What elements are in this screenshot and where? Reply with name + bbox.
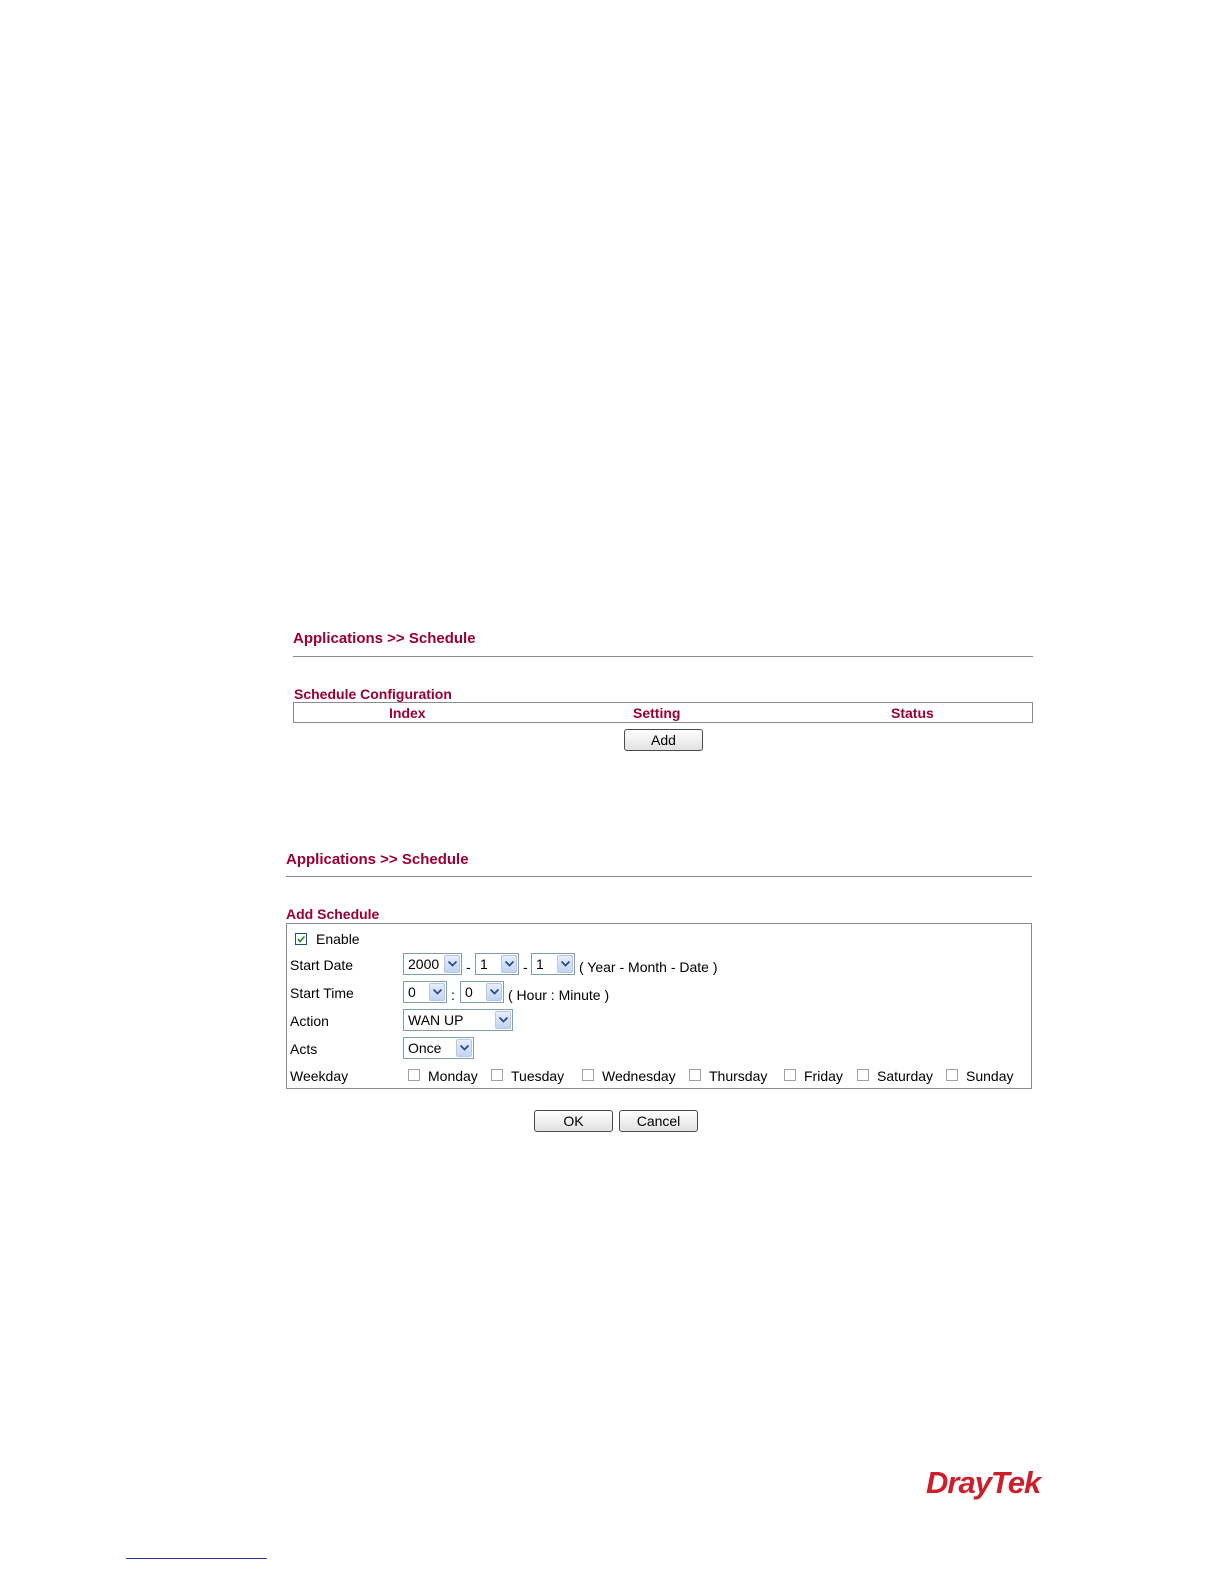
tuesday-checkbox[interactable] <box>491 1069 503 1081</box>
chevron-down-icon <box>444 955 460 973</box>
section-title: Add Schedule <box>286 906 380 922</box>
date-dash: - <box>466 959 471 975</box>
saturday-label: Saturday <box>877 1068 934 1084</box>
date-value: 1 <box>536 956 544 972</box>
monday-checkbox[interactable] <box>408 1069 420 1081</box>
weekday-label: Weekday <box>290 1068 349 1084</box>
ok-button[interactable]: OK <box>534 1110 613 1132</box>
page-breadcrumb: Applications >> Schedule <box>286 851 469 868</box>
hour-value: 0 <box>408 984 416 1000</box>
monday-label: Monday <box>428 1068 478 1084</box>
acts-value: Once <box>408 1040 442 1056</box>
year-value: 2000 <box>408 956 440 972</box>
friday-label: Friday <box>804 1068 843 1084</box>
acts-select[interactable] <box>403 1037 474 1059</box>
time-colon: : <box>451 987 455 1003</box>
column-header-status: Status <box>891 705 934 721</box>
wednesday-checkbox[interactable] <box>582 1069 594 1081</box>
acts-label: Acts <box>290 1041 318 1057</box>
check-icon <box>296 934 306 944</box>
enable-checkbox[interactable] <box>295 933 307 945</box>
thursday-checkbox[interactable] <box>689 1069 701 1081</box>
draytek-logo: DrayTek <box>926 1465 1041 1500</box>
minute-select[interactable] <box>460 981 504 1003</box>
chevron-down-icon <box>429 983 445 1001</box>
start-time-label: Start Time <box>290 985 354 1001</box>
minute-value: 0 <box>465 984 473 1000</box>
chevron-down-icon <box>486 983 502 1001</box>
tuesday-label: Tuesday <box>511 1068 565 1084</box>
schedule-table <box>293 702 1033 723</box>
page-breadcrumb: Applications >> Schedule <box>293 630 476 647</box>
date-dash: - <box>523 959 528 975</box>
time-format-hint: ( Hour : Minute ) <box>508 987 610 1003</box>
month-value: 1 <box>480 956 488 972</box>
action-value: WAN UP <box>408 1012 464 1028</box>
footer-divider <box>126 1558 267 1559</box>
chevron-down-icon <box>557 955 573 973</box>
add-schedule-form <box>286 923 1032 1089</box>
action-label: Action <box>290 1013 329 1029</box>
chevron-down-icon <box>501 955 517 973</box>
section-title: Schedule Configuration <box>294 686 452 702</box>
column-header-index: Index <box>389 705 426 721</box>
sunday-checkbox[interactable] <box>946 1069 958 1081</box>
date-format-hint: ( Year - Month - Date ) <box>579 959 718 975</box>
saturday-checkbox[interactable] <box>857 1069 869 1081</box>
header-divider <box>293 656 1033 657</box>
start-date-label: Start Date <box>290 957 354 973</box>
month-select[interactable] <box>475 953 519 975</box>
wednesday-label: Wednesday <box>602 1068 676 1084</box>
chevron-down-icon <box>495 1011 511 1029</box>
add-button[interactable]: Add <box>624 729 703 751</box>
header-divider <box>286 876 1032 877</box>
cancel-button[interactable]: Cancel <box>619 1110 698 1132</box>
enable-label: Enable <box>316 931 360 947</box>
column-header-setting: Setting <box>633 705 681 721</box>
chevron-down-icon <box>456 1039 472 1057</box>
action-select[interactable] <box>403 1009 513 1031</box>
hour-select[interactable] <box>403 981 447 1003</box>
year-select[interactable] <box>403 953 462 975</box>
date-select[interactable] <box>531 953 575 975</box>
sunday-label: Sunday <box>966 1068 1014 1084</box>
thursday-label: Thursday <box>709 1068 768 1084</box>
friday-checkbox[interactable] <box>784 1069 796 1081</box>
